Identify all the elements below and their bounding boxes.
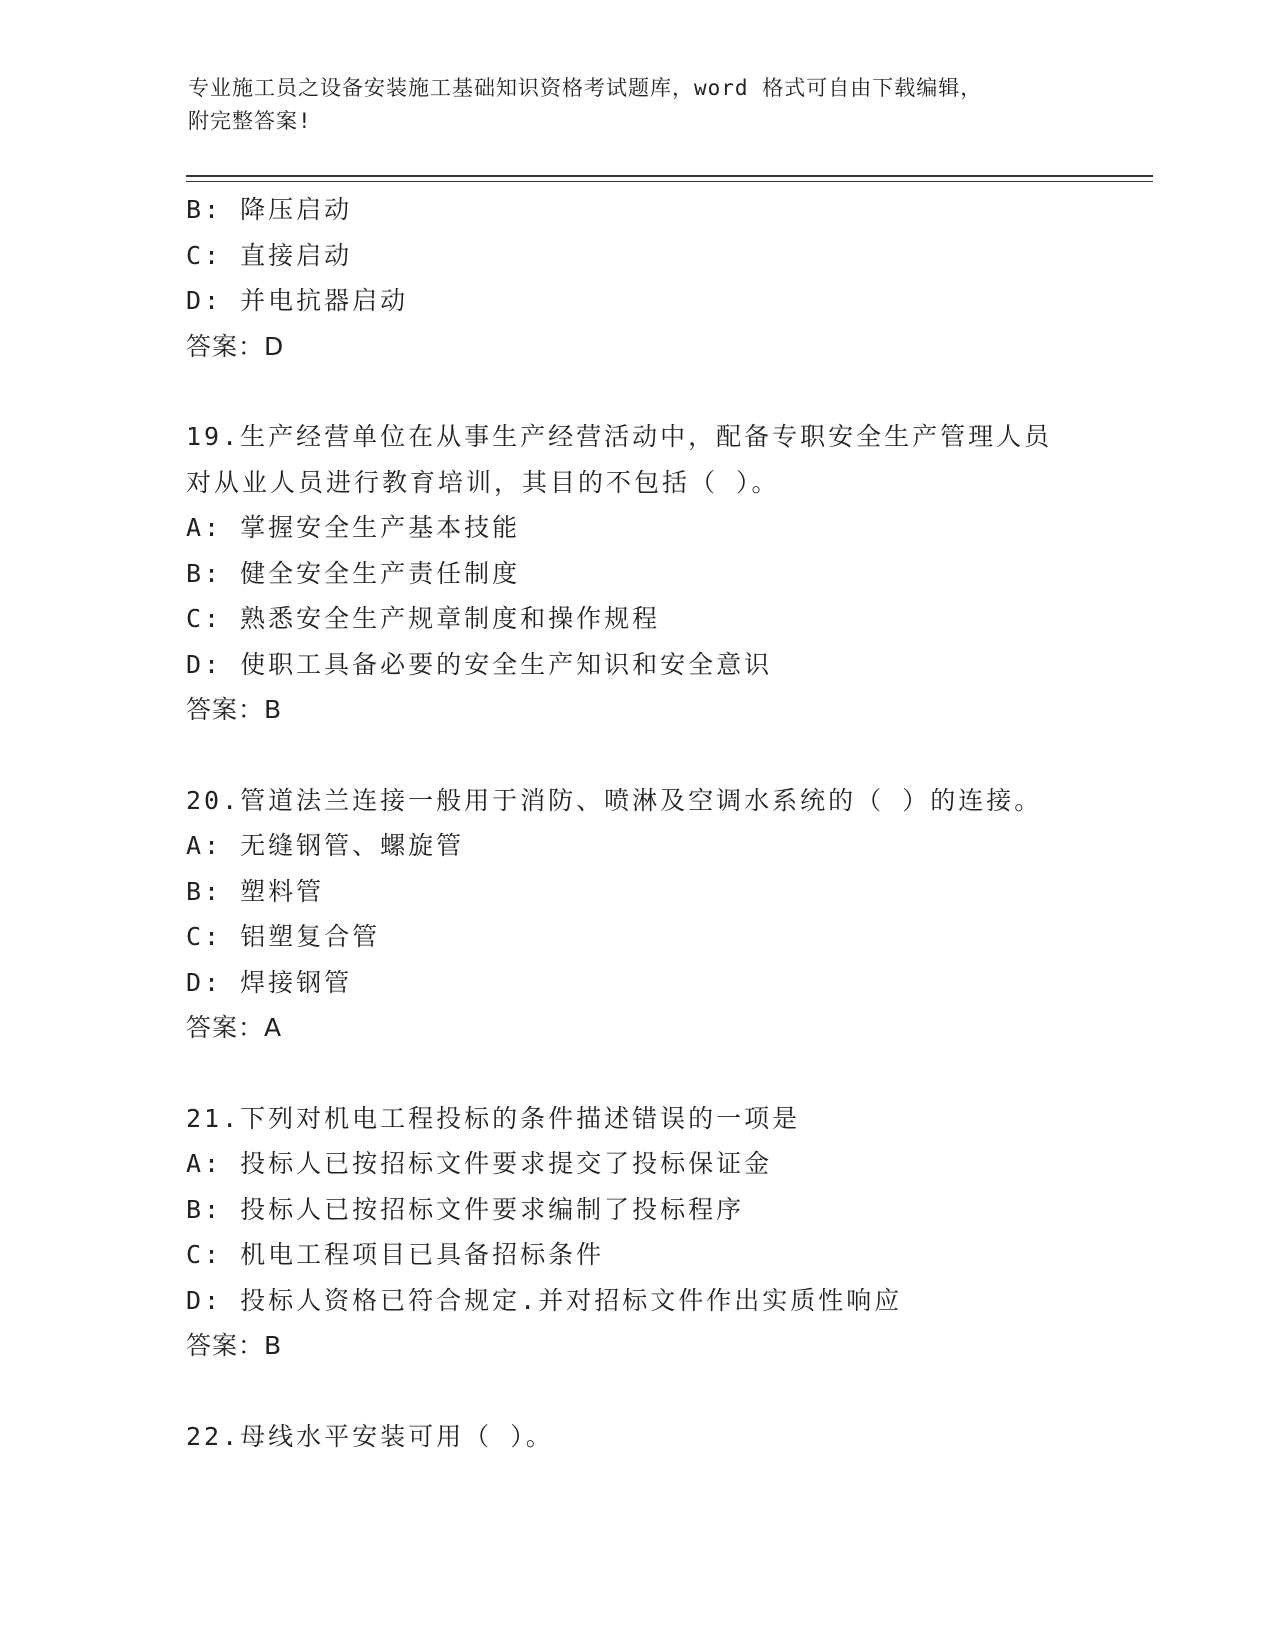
question-22 — [186, 1414, 1186, 1460]
question-text-line: 22.母线水平安装可用（ ）。 — [186, 1421, 554, 1451]
spacer — [186, 733, 1186, 778]
option-b: B: 投标人已按招标文件要求编制了投标程序 — [186, 1194, 745, 1224]
question-text-line: 21.下列对机电工程投标的条件描述错误的一项是 — [186, 1103, 801, 1133]
header-line-1: 专业施工员之设备安装施工基础知识资格考试题库，word 格式可自由下载编辑， — [188, 76, 983, 100]
option-b: B: 降压启动 — [186, 195, 353, 224]
option-d: D: 焊接钢管 — [186, 967, 353, 997]
option-b: B: 塑料管 — [186, 876, 325, 906]
spacer — [186, 369, 1186, 414]
option-b: B: 健全安全生产责任制度 — [186, 558, 521, 588]
question-21 — [186, 1096, 1186, 1369]
option-d: D: 投标人资格已符合规定.并对招标文件作出实质性响应 — [186, 1285, 903, 1315]
option-a: A: 无缝钢管、螺旋管 — [186, 831, 465, 860]
option-a: A: 掌握安全生产基本技能 — [186, 513, 521, 542]
question-18-continuation — [186, 187, 1186, 369]
question-content — [186, 187, 1186, 1459]
option-c: C: 铝塑复合管 — [186, 922, 381, 951]
question-20 — [186, 778, 1186, 1051]
option-a: A: 投标人已按招标文件要求提交了投标保证金 — [186, 1149, 773, 1178]
question-text-line: 20.管道法兰连接一般用于消防、喷淋及空调水系统的（ ）的连接。 — [186, 785, 1043, 815]
option-d: D: 使职工具备必要的安全生产知识和安全意识 — [186, 649, 773, 679]
answer-line: 答案：D — [186, 331, 285, 361]
spacer — [186, 1051, 1186, 1096]
option-d: D: 并电抗器启动 — [186, 286, 409, 315]
header-divider-thin — [186, 181, 1153, 182]
answer-line: 答案：B — [186, 695, 283, 724]
question-19 — [186, 414, 1186, 733]
option-c: C: 机电工程项目已具备招标条件 — [186, 1240, 605, 1269]
spacer — [186, 1369, 1186, 1414]
answer-line: 答案：B — [186, 1331, 283, 1360]
option-c: C: 熟悉安全生产规章制度和操作规程 — [186, 604, 661, 633]
option-c: C: 直接启动 — [186, 240, 353, 270]
question-text-line: 对从业人员进行教育培训，其目的不包括（ ）。 — [186, 467, 780, 497]
question-text-line: 19.生产经营单位在从事生产经营活动中，配备专职安全生产管理人员 — [186, 422, 1053, 451]
header-line-2: 附完整答案! — [188, 109, 312, 133]
answer-line: 答案：A — [186, 1013, 283, 1042]
document-header — [188, 72, 1068, 138]
header-divider-thick — [186, 175, 1153, 177]
